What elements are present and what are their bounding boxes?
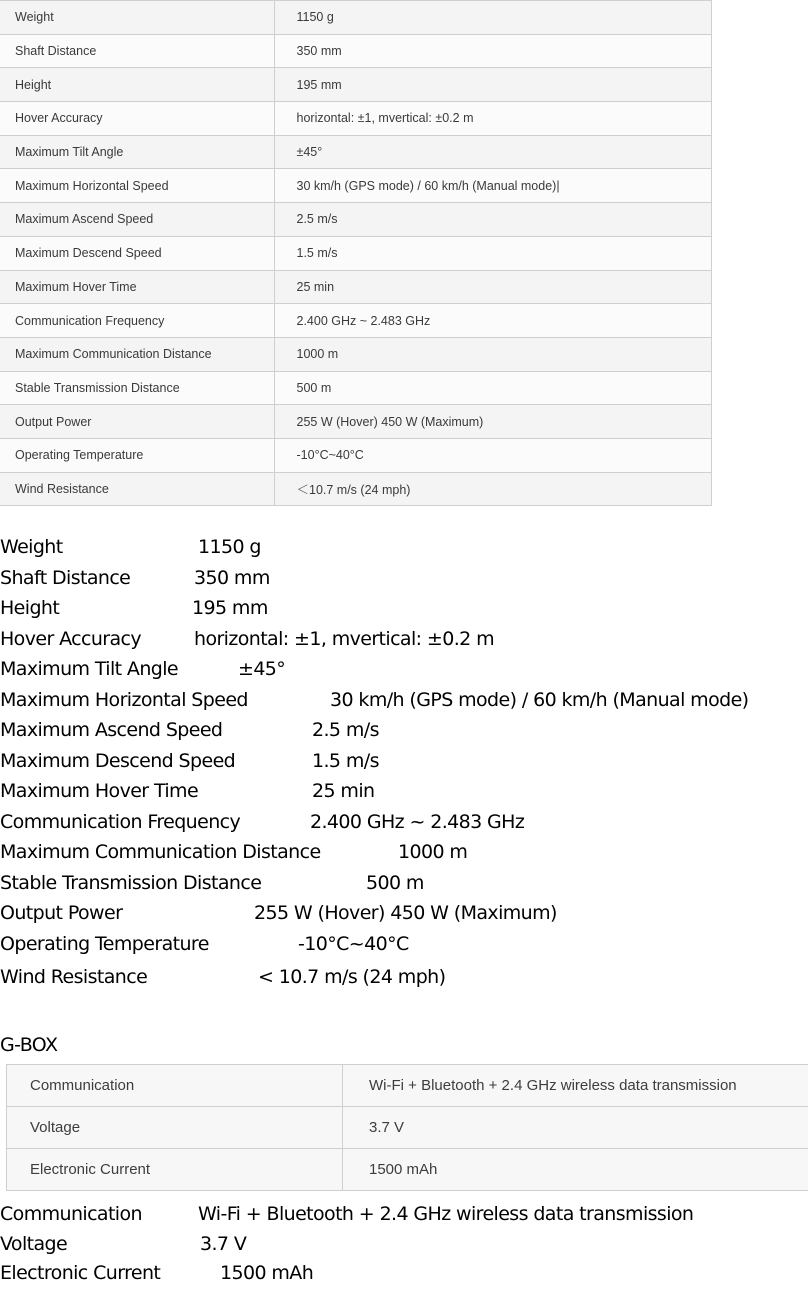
table-row xyxy=(0,68,712,102)
list-item xyxy=(0,837,808,868)
spec-value: 25 min xyxy=(274,270,712,304)
spec-key: Height xyxy=(0,68,274,102)
spec-text-value: 1.5 m/s xyxy=(312,746,379,777)
table-row xyxy=(0,472,712,506)
table-row xyxy=(0,405,712,439)
spec-value: horizontal: ±1, mvertical: ±0.2 m xyxy=(274,102,712,136)
list-item xyxy=(0,776,808,807)
spec-value: 350 mm xyxy=(274,34,712,68)
spec-text-key: Maximum Communication Distance xyxy=(0,837,321,868)
gbox-table xyxy=(6,1064,808,1191)
table-row xyxy=(0,371,712,405)
table-row xyxy=(0,102,712,136)
gbox-value: 1500 mAh xyxy=(343,1149,808,1191)
gbox-text-key: Voltage xyxy=(0,1230,67,1260)
spec-key: Wind Resistance xyxy=(0,472,274,506)
table-row xyxy=(0,304,712,338)
table-row xyxy=(0,236,712,270)
spec-text-key: Maximum Hover Time xyxy=(0,776,198,807)
spec-value: 500 m xyxy=(274,371,712,405)
gbox-text-value: 3.7 V xyxy=(200,1230,246,1260)
spec-value: 2.5 m/s xyxy=(274,203,712,237)
gbox-title: G-BOX xyxy=(0,1034,57,1056)
list-item xyxy=(0,563,808,594)
spec-text-key: Output Power xyxy=(0,898,122,929)
spec-value: 255 W (Hover) 450 W (Maximum) xyxy=(274,405,712,439)
spec-value: 1.5 m/s xyxy=(274,236,712,270)
spec-text-key: Maximum Horizontal Speed xyxy=(0,685,248,716)
spec-key: Hover Accuracy xyxy=(0,102,274,136)
list-item xyxy=(0,746,808,777)
list-item xyxy=(0,715,808,746)
spec-text-value: < 10.7 m/s (24 mph) xyxy=(258,962,445,993)
spec-value: -10°C~40°C xyxy=(274,438,712,472)
spec-text-value: 30 km/h (GPS mode) / 60 km/h (Manual mode) xyxy=(330,685,748,716)
spec-text-value: 500 m xyxy=(366,868,424,899)
table-row xyxy=(0,1,712,35)
spec-key: Maximum Descend Speed xyxy=(0,236,274,270)
gbox-text-key: Electronic Current xyxy=(0,1259,160,1289)
list-item xyxy=(0,1200,808,1230)
spec-text-value: 195 mm xyxy=(192,593,268,624)
table-row xyxy=(0,438,712,472)
spec-value: 2.400 GHz ~ 2.483 GHz xyxy=(274,304,712,338)
spec-text-key: Hover Accuracy xyxy=(0,624,141,655)
spec-text-value: ±45° xyxy=(238,654,285,685)
gbox-text-list xyxy=(0,1200,808,1289)
table-row xyxy=(0,135,712,169)
list-item xyxy=(0,624,808,655)
spec-text-key: Shaft Distance xyxy=(0,563,130,594)
gbox-key: Voltage xyxy=(7,1107,343,1149)
list-item xyxy=(0,685,808,716)
spec-text-value: 2.5 m/s xyxy=(312,715,379,746)
spec-text-list xyxy=(0,532,808,993)
table-row xyxy=(0,169,712,203)
spec-text-value: 350 mm xyxy=(194,563,270,594)
spec-key: Communication Frequency xyxy=(0,304,274,338)
table-row xyxy=(7,1149,808,1191)
table-row xyxy=(7,1065,808,1107)
spec-text-value: 1150 g xyxy=(198,532,261,563)
spec-key: Maximum Hover Time xyxy=(0,270,274,304)
spec-value: 195 mm xyxy=(274,68,712,102)
spec-text-key: Height xyxy=(0,593,59,624)
spec-text-key: Maximum Tilt Angle xyxy=(0,654,178,685)
list-item xyxy=(0,868,808,899)
list-item xyxy=(0,532,808,563)
spec-key: Weight xyxy=(0,1,274,35)
gbox-text-value: Wi-Fi + Bluetooth + 2.4 GHz wireless data transmission xyxy=(198,1200,693,1230)
spec-text-value: 255 W (Hover) 450 W (Maximum) xyxy=(254,898,557,929)
spec-key: Maximum Communication Distance xyxy=(0,337,274,371)
spec-text-key: Stable Transmission Distance xyxy=(0,868,261,899)
spec-key: Shaft Distance xyxy=(0,34,274,68)
spec-value: 1150 g xyxy=(274,1,712,35)
spec-text-value: 1000 m xyxy=(398,837,467,868)
spec-text-key: Maximum Descend Speed xyxy=(0,746,235,777)
spec-key: Maximum Ascend Speed xyxy=(0,203,274,237)
spec-text-value: horizontal: ±1, mvertical: ±0.2 m xyxy=(194,624,494,655)
spec-key: Maximum Tilt Angle xyxy=(0,135,274,169)
spec-table xyxy=(0,0,712,506)
spec-text-key: Operating Temperature xyxy=(0,929,209,960)
spec-value: ±45° xyxy=(274,135,712,169)
spec-key: Output Power xyxy=(0,405,274,439)
gbox-text-value: 1500 mAh xyxy=(220,1259,313,1289)
gbox-value: 3.7 V xyxy=(343,1107,808,1149)
list-item xyxy=(0,929,808,960)
list-item xyxy=(0,1230,808,1260)
spec-value: 30 km/h (GPS mode) / 60 km/h (Manual mode)| xyxy=(274,169,712,203)
list-item xyxy=(0,962,808,993)
spec-key: Maximum Horizontal Speed xyxy=(0,169,274,203)
spec-text-key: Maximum Ascend Speed xyxy=(0,715,222,746)
list-item xyxy=(0,593,808,624)
spec-value: 1000 m xyxy=(274,337,712,371)
gbox-text-key: Communication xyxy=(0,1200,142,1230)
spec-text-value: 2.400 GHz ~ 2.483 GHz xyxy=(310,807,524,838)
spec-text-key: Weight xyxy=(0,532,63,563)
list-item xyxy=(0,807,808,838)
spec-text-value: 25 min xyxy=(312,776,374,807)
table-row xyxy=(7,1107,808,1149)
spec-text-value: -10°C~40°C xyxy=(298,929,409,960)
table-row xyxy=(0,34,712,68)
spec-key: Operating Temperature xyxy=(0,438,274,472)
gbox-key: Electronic Current xyxy=(7,1149,343,1191)
spec-text-key: Communication Frequency xyxy=(0,807,240,838)
table-row xyxy=(0,270,712,304)
list-item xyxy=(0,654,808,685)
list-item xyxy=(0,1259,808,1289)
gbox-key: Communication xyxy=(7,1065,343,1107)
table-row xyxy=(0,203,712,237)
gbox-value: Wi-Fi + Bluetooth + 2.4 GHz wireless data transmission xyxy=(343,1065,808,1107)
spec-key: Stable Transmission Distance xyxy=(0,371,274,405)
table-row xyxy=(0,337,712,371)
spec-text-key: Wind Resistance xyxy=(0,962,147,993)
spec-value: ＜10.7 m/s (24 mph) xyxy=(274,472,712,506)
list-item xyxy=(0,898,808,929)
